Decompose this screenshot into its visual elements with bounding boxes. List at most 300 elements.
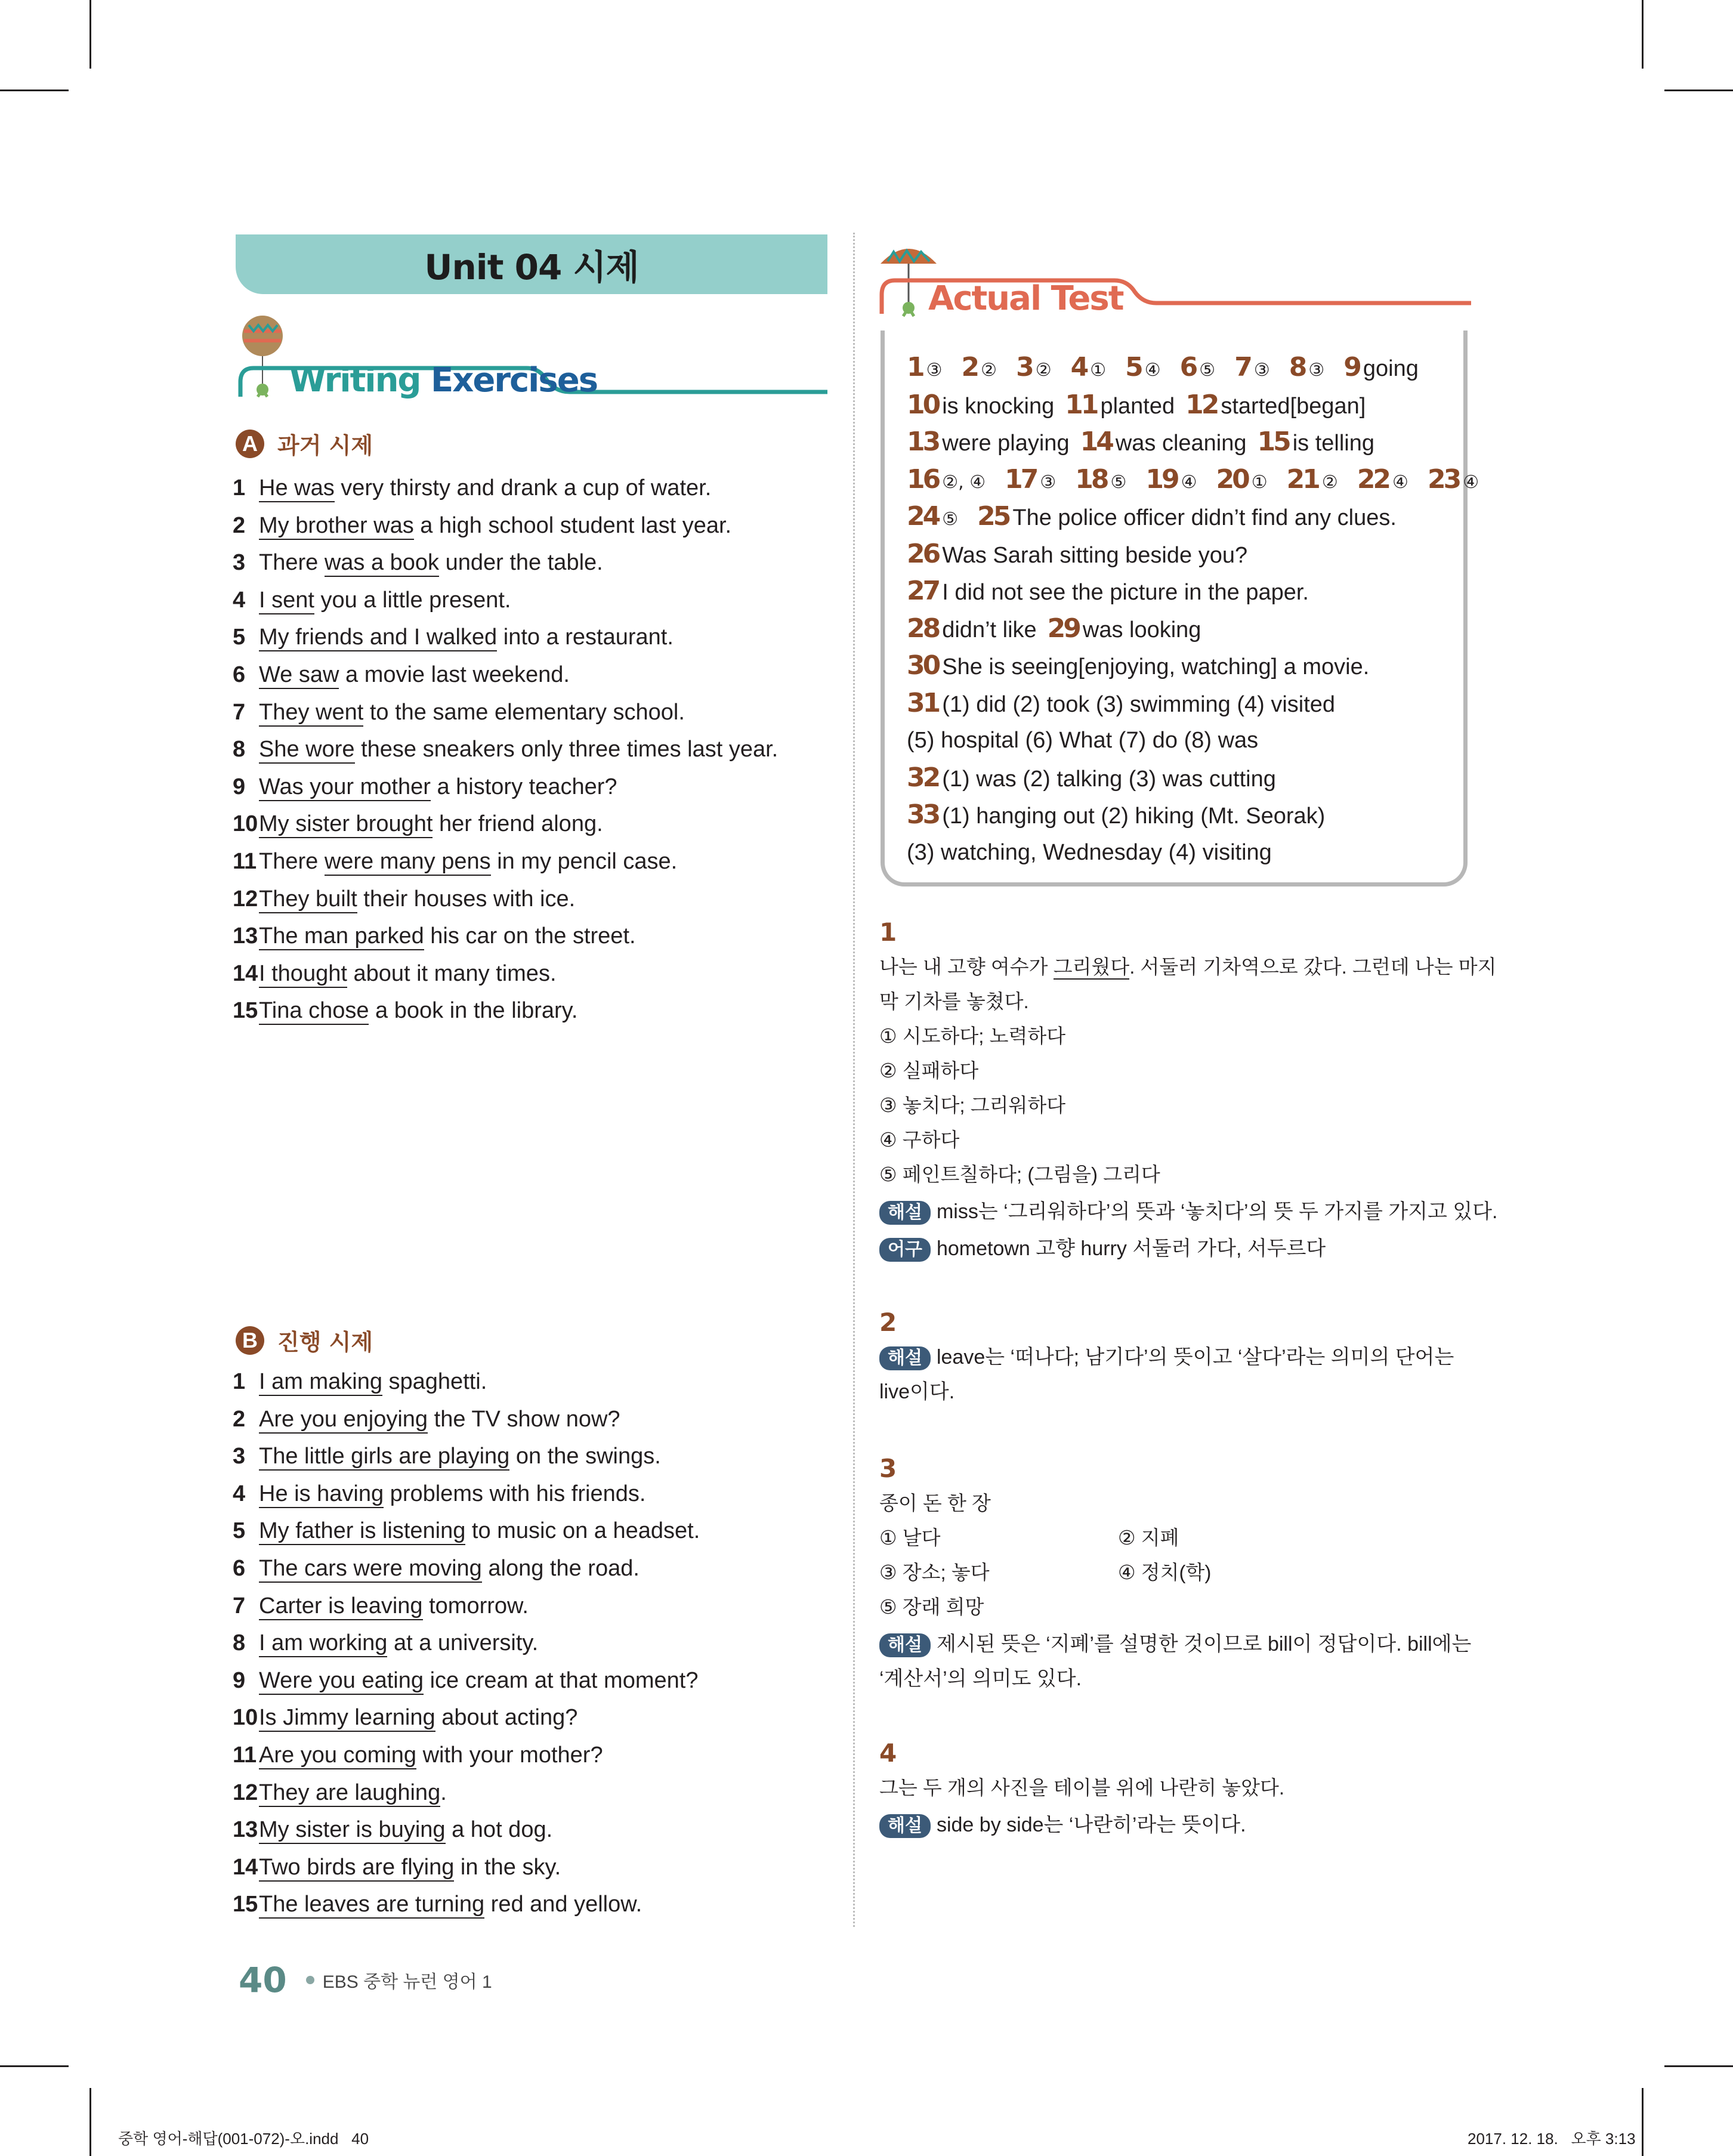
exercise-item [233, 918, 778, 955]
answer-text: didn’t like [942, 617, 1037, 643]
unit-title-banner [236, 234, 827, 294]
underlined-answer: I sent [259, 588, 314, 614]
answer-entry [907, 762, 1276, 793]
option-grid [879, 1521, 1473, 1624]
exercise-item [233, 1512, 700, 1550]
explanation-tag: 해설 [879, 1633, 931, 1657]
option-item: ③ 장소; 놓다 [879, 1561, 990, 1583]
answer-text: (1) was (2) talking (3) was cutting [942, 766, 1276, 792]
explanation-text: side by side는 ‘나란히’라는 뜻이다. [936, 1814, 1246, 1836]
item-sentence [259, 1811, 552, 1849]
question-number: 5 [1125, 352, 1141, 382]
question-number: 3 [1016, 352, 1032, 382]
sentence-part: with your mother? [416, 1742, 603, 1768]
answer-text: (1) did (2) took (3) swimming (4) visited [942, 691, 1336, 717]
explanation-text-cont: ‘계산서’의 의미도 있다. [879, 1667, 1082, 1690]
question-number: 32 [907, 762, 939, 793]
exercise-item [233, 1774, 700, 1812]
item-sentence [259, 1774, 447, 1812]
answer-entry [907, 687, 1336, 718]
explanation-line [879, 1808, 1473, 1842]
underlined-answer: The little girls are playing [259, 1444, 509, 1471]
part-a-title: 과거 시제 [277, 433, 373, 459]
question-number: 4 [879, 1738, 897, 1768]
underlined-answer: were many pens [325, 849, 491, 876]
sentence-part: you a little present. [314, 587, 511, 613]
answer-entry [907, 799, 1326, 830]
answer-line [907, 387, 1498, 424]
option-item: ② 실패하다 [879, 1060, 979, 1082]
sentence-part: under the table. [439, 550, 603, 576]
explanation-q4 [879, 1736, 1473, 1842]
answer-text: was looking [1082, 617, 1201, 643]
answer-entry [1357, 464, 1417, 495]
answer-choice: ④ [1463, 471, 1479, 493]
item-sentence [259, 1849, 561, 1886]
item-number: 13 [233, 923, 258, 949]
answer-entry [907, 464, 994, 495]
underlined-answer: My father is listening [259, 1518, 465, 1545]
answer-choice: ② [1321, 471, 1338, 493]
page-footer [239, 1960, 492, 2000]
sentence-part: tomorrow. [422, 1593, 529, 1618]
bullet-dot [306, 1976, 314, 1984]
answer-entry [1145, 464, 1205, 495]
answer-line [907, 722, 1498, 759]
item-sentence [259, 1662, 698, 1700]
explanation-text: miss는 ‘그리워하다’의 뜻과 ‘놓치다’의 뜻 두 가지를 가지고 있다. [936, 1200, 1498, 1223]
vocab-text: hometown 고향 hurry 서둘러 가다, 서두르다 [936, 1237, 1326, 1260]
sentence-part: red and yellow. [484, 1892, 642, 1917]
question-number: 9 [1343, 352, 1360, 382]
exercise-item [233, 544, 778, 582]
crop-mark [1642, 0, 1644, 69]
question-number: 23 [1427, 464, 1460, 495]
exercise-item [233, 582, 778, 619]
answer-entry [961, 352, 1006, 382]
question-sentence: 종이 돈 한 장 [879, 1492, 991, 1514]
underlined-answer: I am making [259, 1369, 382, 1396]
sentence-part: into a restaurant. [497, 625, 674, 650]
explanation-tag: 해설 [879, 1814, 931, 1838]
answer-choice: ⑤ [1110, 471, 1127, 493]
exercise-item [233, 1886, 700, 1923]
question-number: 25 [977, 501, 1009, 532]
section-title [289, 361, 597, 400]
question-number: 10 [907, 389, 939, 420]
question-sentence: 그는 두 개의 사진을 테이블 위에 나란히 놓았다. [879, 1777, 1285, 1799]
underlined-answer: The man parked [259, 923, 424, 950]
question-number: 1 [879, 918, 897, 947]
print-timestamp: 2017. 12. 18. 오후 3:13 [1468, 2130, 1636, 2148]
question-number: 8 [1289, 352, 1305, 382]
exercise-item [233, 1811, 700, 1849]
sentence-part: their houses with ice. [357, 886, 576, 912]
answer-line [907, 834, 1498, 872]
exercise-item [233, 992, 778, 1030]
item-sentence [259, 1438, 661, 1475]
vocab-tag: 어구 [879, 1238, 931, 1262]
crop-mark [0, 2065, 69, 2067]
underlined-answer: They are laughing [259, 1780, 440, 1807]
exercise-item [233, 694, 778, 731]
underlined-answer: Was your mother [259, 774, 431, 801]
answer-entry [1125, 352, 1169, 382]
answer-entry [1286, 464, 1346, 495]
item-sentence [259, 582, 511, 619]
item-number: 15 [233, 1892, 258, 1917]
option-item: ⑤ 페인트칠하다; (그림을) 그리다 [879, 1163, 1160, 1185]
item-number: 5 [233, 1518, 246, 1544]
question-number: 21 [1286, 464, 1318, 495]
question-number: 28 [907, 613, 939, 644]
sentence-part: . 서둘러 기차역으로 갔다. 그런데 나는 마지 [1129, 956, 1497, 978]
question-number: 6 [1179, 352, 1196, 382]
item-number: 2 [233, 512, 246, 538]
exercise-item [233, 1550, 700, 1587]
item-number: 13 [233, 1817, 258, 1843]
underlined-answer: The leaves are turning [259, 1892, 484, 1919]
sentence-part: at a university. [387, 1630, 539, 1656]
underlined-answer: The cars were moving [259, 1556, 482, 1583]
sentence-part: There [259, 550, 325, 576]
answer-text: (5) hospital (6) What (7) do (8) was [907, 728, 1259, 753]
explanation-q1 [879, 915, 1498, 1266]
sentence-part: problems with his friends. [384, 1481, 646, 1506]
exercise-item [233, 805, 778, 843]
sentence-part: 나는 내 고향 여수가 [879, 956, 1054, 978]
sentence-part: along the road. [481, 1555, 640, 1581]
part-b-title: 진행 시제 [277, 1329, 373, 1355]
question-number: 2 [961, 352, 978, 382]
answer-text: is knocking [942, 393, 1055, 419]
exercise-item [233, 1849, 700, 1886]
item-number: 10 [233, 811, 258, 837]
item-number: 14 [233, 1854, 258, 1880]
sentence-part: . [440, 1780, 447, 1805]
underlined-answer: She wore [259, 737, 355, 764]
answer-entry [907, 501, 966, 532]
underlined-answer: was a book [325, 550, 439, 577]
title-exercises: Exercises [431, 361, 598, 400]
explanation-tag: 해설 [879, 1346, 931, 1370]
underlined-answer: Are you enjoying [259, 1407, 428, 1434]
item-sentence [259, 1587, 529, 1625]
answer-choice: ④ [1392, 471, 1408, 493]
question-number: 3 [879, 1454, 897, 1483]
question-number: 26 [907, 538, 939, 569]
sentence-part: a high school student last year. [413, 512, 732, 538]
exercise-item [233, 955, 778, 993]
item-number: 8 [233, 1630, 246, 1656]
answer-choice: ③ [1308, 360, 1325, 381]
underlined-word: 그리웠다 [1054, 956, 1130, 980]
item-sentence [259, 955, 557, 993]
title-writing: Writing [289, 361, 421, 400]
answer-entry [1016, 352, 1060, 382]
item-sentence [259, 843, 677, 881]
item-sentence [259, 1550, 640, 1587]
question-number: 18 [1075, 464, 1107, 495]
explanation-q3 [879, 1451, 1473, 1696]
question-number: 2 [879, 1308, 897, 1337]
item-sentence [259, 1699, 577, 1737]
page-number: 40 [239, 1960, 287, 2000]
question-number: 33 [907, 799, 939, 830]
item-number: 12 [233, 1780, 258, 1805]
answer-choice: ② [1035, 360, 1052, 381]
item-sentence [259, 656, 570, 694]
sentence-part: about acting? [435, 1705, 578, 1731]
actual-test-title: Actual Test [928, 279, 1123, 318]
crop-mark [1642, 2088, 1644, 2156]
item-number: 11 [233, 848, 257, 874]
answer-line [907, 796, 1498, 834]
answer-text: started[began] [1221, 393, 1366, 419]
question-number: 17 [1005, 464, 1037, 495]
sentence-part: a hot dog. [445, 1817, 553, 1843]
underlined-answer: I am working [259, 1630, 387, 1657]
item-number: 14 [233, 960, 258, 986]
exercise-item [233, 1363, 700, 1401]
question-number: 19 [1145, 464, 1178, 495]
underlined-answer: My sister brought [259, 811, 433, 838]
answer-entry [907, 576, 1309, 606]
answer-text: The police officer didn’t find any clues. [1012, 505, 1397, 530]
sentence-part: a book in the library. [369, 998, 578, 1024]
item-sentence [259, 469, 711, 507]
underlined-answer: Were you eating [259, 1668, 424, 1695]
sentence-part: in the sky. [454, 1854, 561, 1880]
part-a-list [233, 469, 778, 1030]
answer-text: were playing [942, 431, 1070, 456]
item-number: 5 [233, 625, 246, 650]
item-number: 4 [233, 587, 246, 613]
item-sentence [259, 768, 617, 806]
answer-entry [1343, 352, 1419, 382]
item-number: 7 [233, 1593, 246, 1618]
question-number: 4 [1070, 352, 1087, 382]
answer-entry [907, 352, 951, 382]
answer-entry [1216, 464, 1276, 495]
item-number: 2 [233, 1406, 246, 1432]
exercise-item [233, 1699, 700, 1737]
option-list [879, 1019, 1473, 1192]
crop-mark [1664, 2065, 1733, 2067]
actual-test-header [876, 237, 1472, 333]
answer-line [907, 461, 1498, 499]
exercise-item [233, 1401, 700, 1438]
crop-mark [0, 89, 69, 91]
answer-line [907, 424, 1498, 461]
underlined-answer: My friends and I walked [259, 625, 497, 651]
item-sentence [259, 507, 731, 545]
question-number: 27 [907, 576, 939, 606]
answer-entry [1234, 352, 1278, 382]
item-sentence [259, 544, 603, 582]
answer-line [907, 498, 1498, 536]
exercise-item [233, 1737, 700, 1774]
answer-line [907, 610, 1498, 648]
answer-entry [977, 501, 1397, 532]
item-number: 6 [233, 1555, 246, 1581]
exercise-item [233, 469, 778, 507]
sentence-part: in my pencil case. [490, 848, 678, 874]
question-number: 1 [907, 352, 923, 382]
exercise-item [233, 1624, 700, 1662]
question-number: 30 [907, 650, 939, 681]
sentence-part: about it many times. [347, 960, 557, 986]
answer-entry [1289, 352, 1333, 382]
item-sentence [259, 918, 636, 955]
item-sentence [259, 1737, 603, 1774]
item-sentence [259, 731, 778, 768]
sentence-part: the TV show now? [428, 1406, 620, 1432]
underlined-answer: Are you coming [259, 1743, 416, 1769]
sentence-part: to music on a headset. [465, 1518, 700, 1544]
answer-line [907, 647, 1498, 685]
answer-entry [1427, 464, 1487, 495]
item-sentence [259, 1886, 642, 1923]
answer-line [907, 759, 1498, 797]
item-number: 3 [233, 1444, 246, 1469]
answer-text: Was Sarah sitting beside you? [942, 542, 1248, 568]
part-b-list [233, 1363, 700, 1923]
answer-entry [907, 389, 1055, 420]
sentence-part: spaghetti. [382, 1369, 487, 1394]
exercise-item [233, 1662, 700, 1700]
part-b-heading [236, 1324, 373, 1357]
question-number: 14 [1080, 427, 1112, 457]
actual-test-answers [907, 349, 1498, 871]
explanation-q2 [879, 1305, 1473, 1409]
underlined-answer: He was [259, 475, 335, 502]
underlined-answer: Two birds are flying [259, 1855, 454, 1882]
answer-choice: ②, ④ [942, 471, 986, 493]
exercise-item [233, 881, 778, 918]
question-number: 15 [1257, 427, 1289, 457]
underlined-answer: Carter is leaving [259, 1593, 423, 1620]
question-sentence-cont: 막 기차를 놓쳤다. [879, 990, 1029, 1012]
question-number: 13 [907, 427, 939, 457]
option-item: ① 날다 [879, 1527, 941, 1549]
answer-choice: ③ [1040, 471, 1057, 493]
item-sentence [259, 805, 603, 843]
answer-text: I did not see the picture in the paper. [942, 580, 1309, 605]
answer-entry [907, 650, 1370, 681]
item-sentence [259, 1401, 620, 1438]
sentence-part: ice cream at that moment? [424, 1667, 699, 1693]
underlined-answer: I thought [259, 961, 347, 988]
question-number: 20 [1216, 464, 1248, 495]
option-item: ② 지폐 [1118, 1527, 1179, 1549]
underlined-answer: They went [259, 700, 363, 727]
answer-line [907, 536, 1498, 573]
vocab-line [879, 1231, 1473, 1266]
file-info: 중학 영어-해답(001-072)-오.indd 40 [118, 2130, 369, 2148]
crop-mark [1664, 89, 1733, 91]
answer-entry [1075, 464, 1135, 495]
exercise-item [233, 1475, 700, 1513]
answer-text: planted [1100, 393, 1175, 419]
item-number: 10 [233, 1705, 258, 1731]
answer-choice: ③ [1253, 360, 1270, 381]
sentence-part: to the same elementary school. [363, 699, 685, 725]
item-sentence [259, 619, 674, 656]
answer-choice: ① [1251, 471, 1268, 493]
answer-entry [907, 840, 1272, 865]
answer-choice: ① [1090, 360, 1107, 381]
explanation-text: 제시된 뜻은 ‘지폐’를 설명한 것이므로 bill이 정답이다. bill에는 [936, 1633, 1472, 1655]
sentence-part: these sneakers only three times last year. [354, 737, 779, 762]
book-title: EBS 중학 뉴런 영어 1 [322, 1972, 492, 1992]
explanation-line [879, 1340, 1473, 1374]
answer-choice: ② [981, 360, 997, 381]
explanation-text-cont: live이다. [879, 1380, 955, 1403]
item-sentence [259, 881, 575, 918]
item-number: 3 [233, 550, 246, 576]
exercise-item [233, 656, 778, 694]
answer-text: was cleaning [1115, 431, 1247, 456]
part-a-heading [236, 427, 373, 460]
item-sentence [259, 992, 577, 1030]
item-number: 1 [233, 475, 246, 501]
sentence-part: his car on the street. [424, 923, 636, 949]
item-sentence [259, 1512, 700, 1550]
answer-entry [907, 728, 1258, 753]
question-sentence [879, 950, 1497, 984]
option-item: ① 시도하다; 노력하다 [879, 1025, 1066, 1047]
underlined-answer: We saw [259, 662, 339, 689]
item-sentence [259, 694, 685, 731]
explanation-text: leave는 ‘떠나다; 남기다’의 뜻이고 ‘살다’라는 의미의 단어는 [936, 1346, 1454, 1369]
item-sentence [259, 1624, 538, 1662]
sentence-part: a movie last weekend. [339, 662, 570, 687]
answer-choice: ④ [1144, 360, 1161, 381]
underlined-answer: They built [259, 887, 357, 913]
exercise-item [233, 1438, 700, 1475]
item-sentence [259, 1475, 645, 1513]
question-number: 31 [907, 687, 939, 718]
item-number: 9 [233, 774, 246, 799]
item-number: 11 [233, 1742, 257, 1768]
option-item: ④ 구하다 [879, 1129, 960, 1151]
answer-entry [1065, 389, 1175, 420]
answer-choice: ④ [1181, 471, 1197, 493]
exercise-item [233, 507, 778, 545]
part-a-letter: A [236, 430, 264, 458]
answer-choice: ⑤ [1199, 360, 1216, 381]
answer-entry [1257, 427, 1375, 457]
explanation-line [879, 1627, 1473, 1661]
exercise-item [233, 768, 778, 806]
unit-title: Unit 04 시제 [424, 247, 639, 288]
exercise-item [233, 731, 778, 768]
sentence-part: on the swings. [509, 1444, 661, 1469]
answer-line [907, 685, 1498, 722]
item-number: 4 [233, 1481, 246, 1506]
sentence-part: her friend along. [433, 811, 603, 837]
underlined-answer: My sister is buying [259, 1817, 446, 1844]
answer-text: (1) hanging out (2) hiking (Mt. Seorak) [942, 804, 1326, 829]
sentence-part: a history teacher? [430, 774, 617, 799]
explanation-line [879, 1194, 1498, 1229]
item-number: 6 [233, 662, 246, 687]
answer-choice: ⑤ [942, 509, 959, 530]
answer-entry [1047, 613, 1201, 644]
underlined-answer: Is Jimmy learning [259, 1705, 435, 1732]
question-number: 16 [907, 464, 939, 495]
